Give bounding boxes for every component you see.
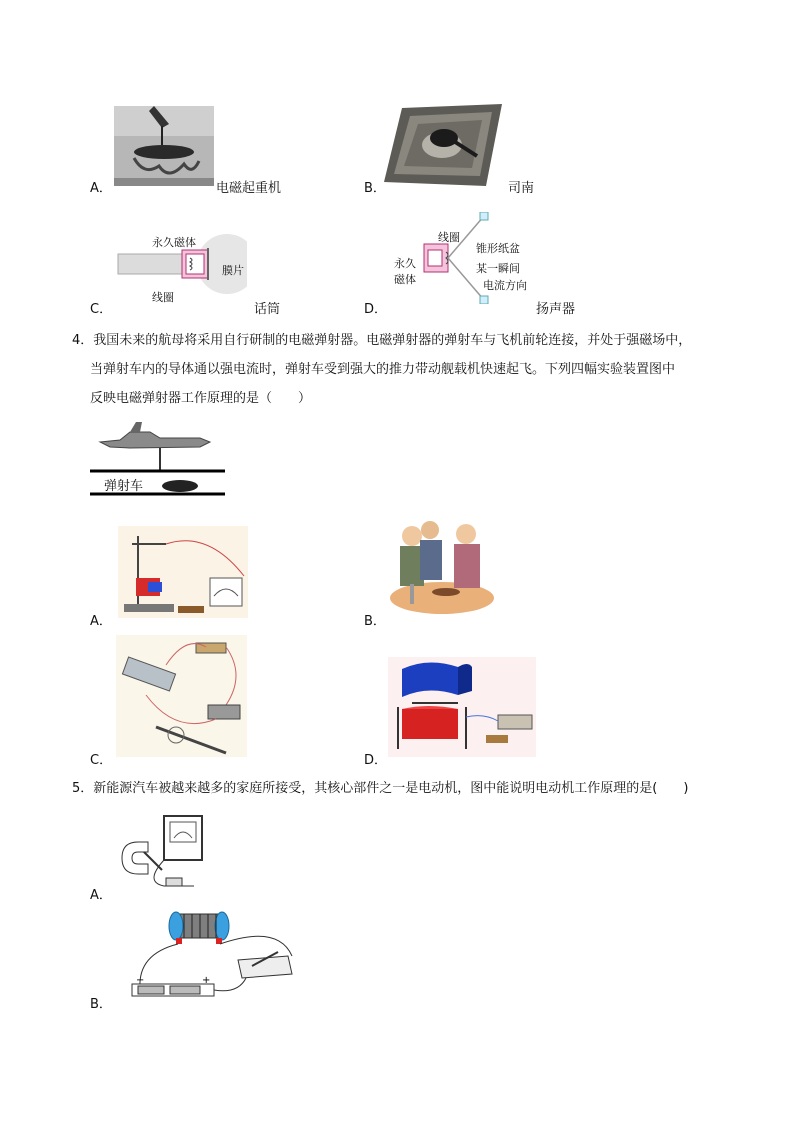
sinan-photo (382, 98, 504, 190)
q3-option-d-letter[interactable]: D． (364, 302, 388, 317)
q5-option-a-letter[interactable]: A． (90, 888, 112, 903)
speaker-magnet-label: 永久 磁体 (394, 257, 416, 286)
q3-option-b-caption: 司南 (508, 181, 535, 196)
q4-line-2: 当弹射车内的导体通以强电流时，弹射车受到强大的推力带动舰载机快速起飞。下列四幅实验装置图中 (90, 362, 676, 377)
question-5-text: 5．新能源汽车被越来越多的家庭所接受，其核心部件之一是电动机，图中能说明电动机工作原理的是( ) (72, 781, 689, 796)
mic-coil-label: 线圈 (152, 291, 174, 304)
q3-option-d-caption: 扬声器 (536, 302, 576, 317)
q3-option-c-letter[interactable]: C． (90, 302, 113, 317)
crane-photo (114, 106, 214, 186)
q4-option-a-letter[interactable]: A． (90, 614, 112, 629)
q5-option-b-letter[interactable]: B． (90, 997, 112, 1012)
q4-option-d-letter[interactable]: D． (364, 753, 388, 768)
speaker-diagram (418, 212, 490, 304)
q4-option-b-letter[interactable]: B． (364, 614, 386, 629)
svg-text:+: + (202, 975, 211, 986)
q3-option-c-caption: 话筒 (254, 302, 281, 317)
q5-b-apparatus (128, 904, 296, 1002)
mic-magnet-label: 永久磁体 (152, 236, 196, 249)
mic-membrane-label: 膜片 (222, 264, 244, 277)
q5-a-apparatus (114, 812, 214, 894)
q4-a-apparatus (118, 526, 248, 618)
question-4-text (72, 326, 722, 413)
catapult-label: 弹射车 (104, 479, 144, 494)
q4-option-c-letter[interactable]: C． (90, 753, 113, 768)
q4-d-apparatus (388, 657, 536, 757)
q3-option-a-letter[interactable]: A． (90, 181, 112, 196)
svg-text:−: − (136, 975, 145, 986)
q3-option-a-caption: 电磁起重机 (216, 181, 282, 196)
speaker-current-label: 电流方向 (483, 279, 527, 292)
q4-line-3: 反映电磁弹射器工作原理的是（ ） (90, 391, 312, 406)
q4-line-1: 4．我国未来的航母将采用自行研制的电磁弹射器。电磁弹射器的弹射车与飞机前轮连接，并处于强磁场中， (72, 333, 692, 348)
speaker-moment-label: 某一瞬间 (476, 262, 520, 275)
q3-option-b-letter[interactable]: B． (364, 181, 386, 196)
q4-c-apparatus (116, 635, 247, 757)
q4-b-illustration (388, 514, 496, 616)
speaker-cone-label: 锥形纸盆 (476, 242, 520, 255)
speaker-coil-label: 线圈 (438, 231, 460, 244)
